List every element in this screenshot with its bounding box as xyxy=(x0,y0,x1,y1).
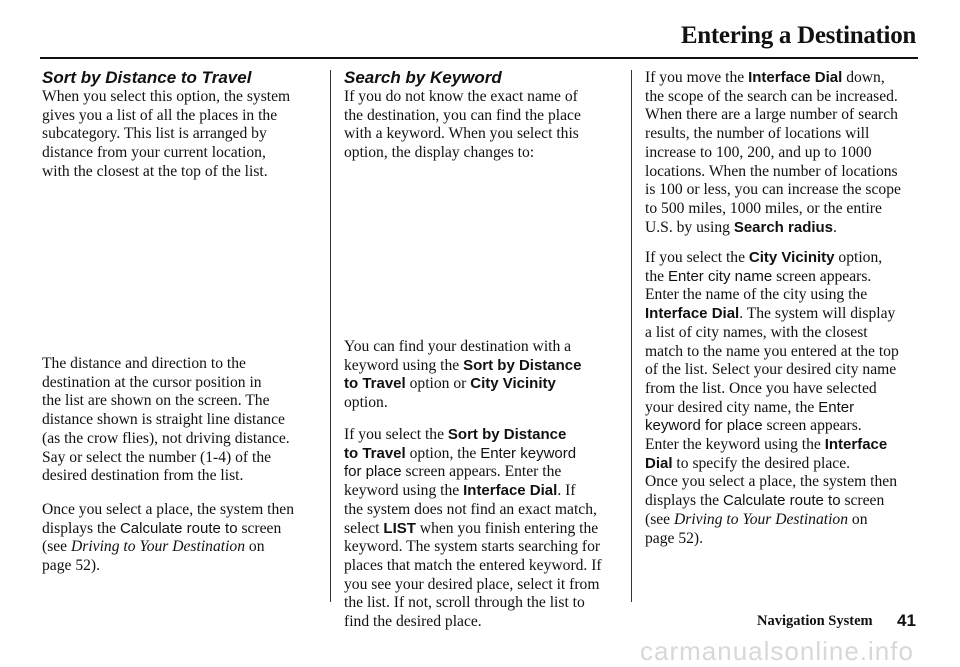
text-line xyxy=(42,538,294,557)
text-line xyxy=(344,357,581,376)
bold-term: Sort by Distance xyxy=(463,356,582,374)
text-line: The distance and direction to the xyxy=(42,355,246,372)
text-line: from the list. Once you have selected xyxy=(645,379,877,397)
text-line: the system does not find an exact match, xyxy=(344,500,597,518)
bold-term: Interface Dial xyxy=(645,305,740,323)
text-run: on xyxy=(848,510,868,528)
text-line: distance shown is straight line distance xyxy=(42,411,285,429)
text-run: your desired city name, the xyxy=(645,398,819,416)
text-line: destination at the cursor position in xyxy=(42,373,262,391)
text-line: the list. If not, scroll through the list to xyxy=(344,594,585,612)
bold-term: Interface Dial xyxy=(748,69,843,86)
text-run: keyword using the xyxy=(344,356,464,374)
text-line: If you do not know the exact name of xyxy=(344,88,578,105)
bold-term: Search radius xyxy=(733,218,834,236)
text-line: of the list. Select your desired city name xyxy=(645,361,897,379)
column-divider xyxy=(330,70,331,602)
text-run: U.S. by using xyxy=(645,218,734,236)
text-run: . The system will display xyxy=(739,305,896,323)
text-line: Once you select a place, the system then xyxy=(42,501,295,518)
text-line: Once you select a place, the system then xyxy=(645,473,898,491)
text-line: option, the display changes to: xyxy=(344,144,535,162)
text-line: the list are shown on the screen. The xyxy=(42,392,270,410)
section-heading: Search by Keyword xyxy=(344,68,502,87)
bold-term: to Travel xyxy=(344,375,406,393)
footer-section-name: Navigation System xyxy=(757,613,873,629)
text-line: locations. When the number of locations xyxy=(645,162,898,180)
text-line: places that match the entered keyword. If xyxy=(344,556,602,574)
text-run: screen appears. xyxy=(772,267,872,285)
text-line: Say or select the number (1-4) of the xyxy=(42,448,272,466)
screen-name: Enter keyword xyxy=(480,444,577,462)
text-line xyxy=(645,492,899,511)
text-line: page 52). xyxy=(645,529,704,547)
text-line: you see your desired place, select it from xyxy=(344,575,600,593)
text-line: gives you a list of all the places in the xyxy=(42,106,278,124)
text-run: the xyxy=(645,267,668,285)
text-run: option or xyxy=(405,375,471,393)
text-line xyxy=(645,511,899,530)
text-line: (as the crow flies), not driving distance. xyxy=(42,429,290,447)
text-line: option. xyxy=(344,394,388,412)
text-line: the destination, you can find the place xyxy=(344,106,581,124)
screen-name: keyword for place xyxy=(645,417,763,435)
column-divider xyxy=(631,70,632,602)
screen-name: Calculate route to xyxy=(119,519,238,537)
text-line xyxy=(645,268,899,287)
text-run: to specify the desired place. xyxy=(672,454,851,472)
bold-term: Dial xyxy=(645,454,673,472)
paragraph xyxy=(42,355,290,486)
text-line: match to the name you entered at the top xyxy=(645,342,899,360)
text-run: displays the xyxy=(42,519,120,537)
bold-term: Interface Dial xyxy=(463,482,558,500)
text-run: If you select the xyxy=(645,249,749,266)
text-run: screen appears. xyxy=(762,417,862,435)
text-run: select xyxy=(344,519,384,537)
text-run: screen xyxy=(840,492,885,510)
text-line xyxy=(344,482,602,501)
text-run: displays the xyxy=(645,492,723,510)
text-run: (see xyxy=(42,538,72,556)
text-run: down, xyxy=(842,69,885,86)
bold-term: City Vicinity xyxy=(470,375,556,393)
text-run: screen xyxy=(237,519,282,537)
paragraph xyxy=(42,88,290,182)
text-line xyxy=(645,455,899,474)
paragraph xyxy=(344,338,581,413)
screen-name: Calculate route to xyxy=(722,492,841,510)
page-number: 41 xyxy=(897,611,916,630)
text-line: distance from your current location, xyxy=(42,144,266,162)
text-line: You can find your destination with a xyxy=(344,338,572,355)
text-line: find the desired place. xyxy=(344,613,482,631)
text-run: option, the xyxy=(405,444,481,462)
text-line: with a keyword. When you select this xyxy=(344,125,579,143)
screen-name: Enter xyxy=(818,398,855,416)
text-line xyxy=(645,69,901,88)
text-line: keyword. The system starts searching for xyxy=(344,538,601,556)
text-line xyxy=(344,463,602,482)
text-line: page 52). xyxy=(42,557,101,575)
text-run: . xyxy=(833,218,837,236)
text-run: . If xyxy=(557,482,576,500)
text-line xyxy=(645,417,899,436)
text-line xyxy=(645,249,899,268)
paragraph xyxy=(645,249,899,548)
paragraph xyxy=(42,501,294,576)
text-line xyxy=(645,219,901,238)
text-line: When there are a large number of search xyxy=(645,106,898,124)
text-run: on xyxy=(245,538,265,556)
paragraph xyxy=(344,426,602,632)
text-run: (see xyxy=(645,510,675,528)
section-heading: Sort by Distance to Travel xyxy=(42,68,252,87)
text-run: If you select the xyxy=(344,426,448,443)
text-line: is 100 or less, you can increase the scope xyxy=(645,181,901,199)
paragraph xyxy=(344,88,581,163)
text-run: option, xyxy=(834,249,883,266)
text-line: increase to 100, 200, and up to 1000 xyxy=(645,143,872,161)
text-line: subcategory. This list is arranged by xyxy=(42,125,267,143)
bold-term: City Vicinity xyxy=(748,249,835,266)
text-line: with the closest at the top of the list. xyxy=(42,162,268,180)
text-line xyxy=(344,520,602,539)
text-line xyxy=(42,520,294,539)
text-run: screen appears. Enter the xyxy=(401,463,562,481)
screen-name: Enter city name xyxy=(667,267,773,285)
bold-term: Interface xyxy=(824,436,888,454)
text-line xyxy=(645,436,899,455)
text-line: When you select this option, the system xyxy=(42,88,291,105)
text-line xyxy=(645,399,899,418)
text-line: a list of city names, with the closest xyxy=(645,323,868,341)
text-line xyxy=(344,426,602,445)
text-line: Enter the name of the city using the xyxy=(645,286,868,304)
text-line xyxy=(344,375,581,394)
text-line xyxy=(344,445,602,464)
screen-name: for place xyxy=(344,463,402,481)
text-line: the scope of the search can be increased. xyxy=(645,87,898,105)
bold-term: LIST xyxy=(383,519,416,537)
text-line: results, the number of locations will xyxy=(645,125,870,143)
watermark: carmanualsonline.info xyxy=(640,636,914,666)
reference-title: Driving to Your Destination xyxy=(674,510,849,528)
paragraph xyxy=(645,69,901,237)
text-run: Enter the keyword using the xyxy=(645,436,825,454)
text-line: to 500 miles, 1000 miles, or the entire xyxy=(645,199,882,217)
text-line xyxy=(645,305,899,324)
bold-term: to Travel xyxy=(344,444,406,462)
reference-title: Driving to Your Destination xyxy=(71,538,246,556)
header-rule xyxy=(40,57,918,59)
text-run: when you finish entering the xyxy=(415,519,599,537)
text-run: If you move the xyxy=(645,69,749,86)
text-line: desired destination from the list. xyxy=(42,467,244,485)
bold-term: Sort by Distance xyxy=(447,426,567,443)
text-run: keyword using the xyxy=(344,482,464,500)
page-title: Entering a Destination xyxy=(680,22,916,49)
